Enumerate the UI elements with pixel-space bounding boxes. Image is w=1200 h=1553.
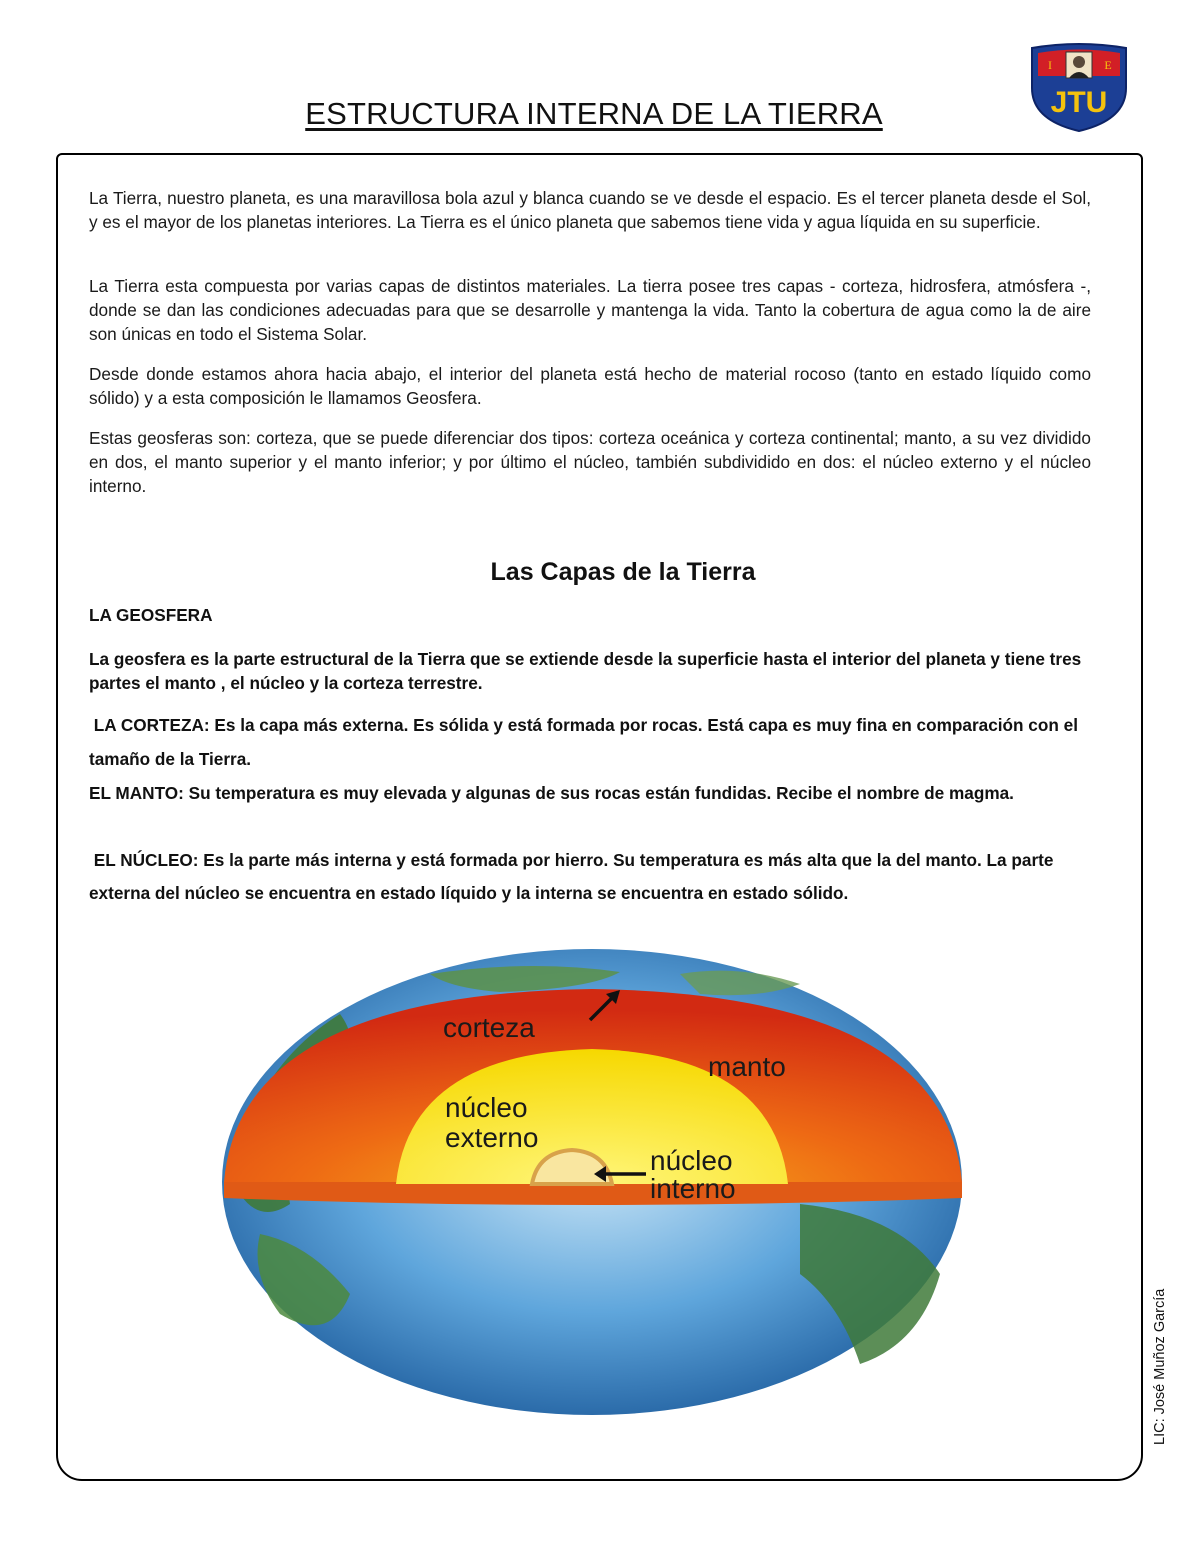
intro-paragraph-4: Estas geosferas son: corteza, que se puede diferenciar dos tipos: corteza oceánica y corteza continental; manto, a su vez dividido en dos, el manto superior y el manto inferior; y por último el núcleo, también subdividido en dos: el núcleo externo y el núcleo interno. — [89, 428, 1091, 496]
geosfera-text: La geosfera es la parte estructural de la Tierra que se extiende desde la superficie hasta el interior del planeta y tiene tres partes el manto , el núcleo y la corteza terrestre. — [89, 649, 1082, 693]
manto-text: Su temperatura es muy elevada y algunas de sus rocas están fundidas. Recibe el nombre de magma. — [183, 783, 1014, 803]
section-subtitle: Las Capas de la Tierra — [490, 558, 756, 586]
corteza-description — [89, 708, 1091, 776]
logo-letters: JTU — [1050, 86, 1108, 119]
manto-label: EL MANTO: — [89, 783, 184, 803]
svg-text:E: E — [1104, 58, 1112, 72]
corteza-label: LA CORTEZA: — [93, 715, 210, 735]
label-nucleo-externo-2: externo — [445, 1122, 539, 1153]
nucleo-text: Es la parte más interna y está formada por hierro. Su temperatura es más alta que la del manto. La parte externa del núcleo se encuentra en estado líquido y la interna se encuentra en estado sólido. — [89, 850, 1054, 903]
label-nucleo-interno-2: interno — [650, 1173, 736, 1204]
label-nucleo-interno-1: núcleo — [650, 1145, 733, 1176]
intro-paragraph-2: La Tierra esta compuesta por varias capas de distintos materiales. La tierra posee tres capas - corteza, hidrosfera, atmósfera -, donde se dan las condiciones adecuadas para que se desarrolle y mantenga la vida. Tanto la cobertura de agua como la de aire son únicas en todo el Sistema Solar. — [89, 276, 1091, 344]
label-corteza: corteza — [443, 1012, 535, 1043]
author-credit: LIC: José Muñoz García — [1152, 1288, 1168, 1445]
intro-paragraph-1: La Tierra, nuestro planeta, es una maravillosa bola azul y blanca cuando se ve desde el espacio. Es el tercer planeta desde el Sol, y es el mayor de los planetas interiores. La Tierra es el único planeta que sabemos tiene vida y agua líquida en su superficie. — [89, 188, 1091, 232]
earth-layers-diagram — [200, 944, 978, 1418]
school-shield-logo — [1028, 42, 1130, 132]
nucleo-label: EL NÚCLEO: — [93, 850, 199, 870]
manto-description — [89, 776, 1091, 810]
nucleo-description — [89, 844, 1091, 910]
corteza-text: Es la capa más externa. Es sólida y está formada por rocas. Está capa es muy fina en comparación con el tamaño de la Tierra. — [89, 715, 1078, 769]
geosfera-heading: LA GEOSFERA — [89, 605, 213, 625]
svg-text:I: I — [1048, 58, 1052, 72]
intro-paragraph-3: Desde donde estamos ahora hacia abajo, el interior del planeta está hecho de material rocoso (tanto en estado líquido como sólido) y a esta composición le llamamos Geosfera. — [89, 364, 1091, 408]
label-nucleo-externo-1: núcleo — [445, 1092, 528, 1123]
label-manto: manto — [708, 1051, 786, 1082]
page-title: ESTRUCTURA INTERNA DE LA TIERRA — [305, 96, 883, 131]
